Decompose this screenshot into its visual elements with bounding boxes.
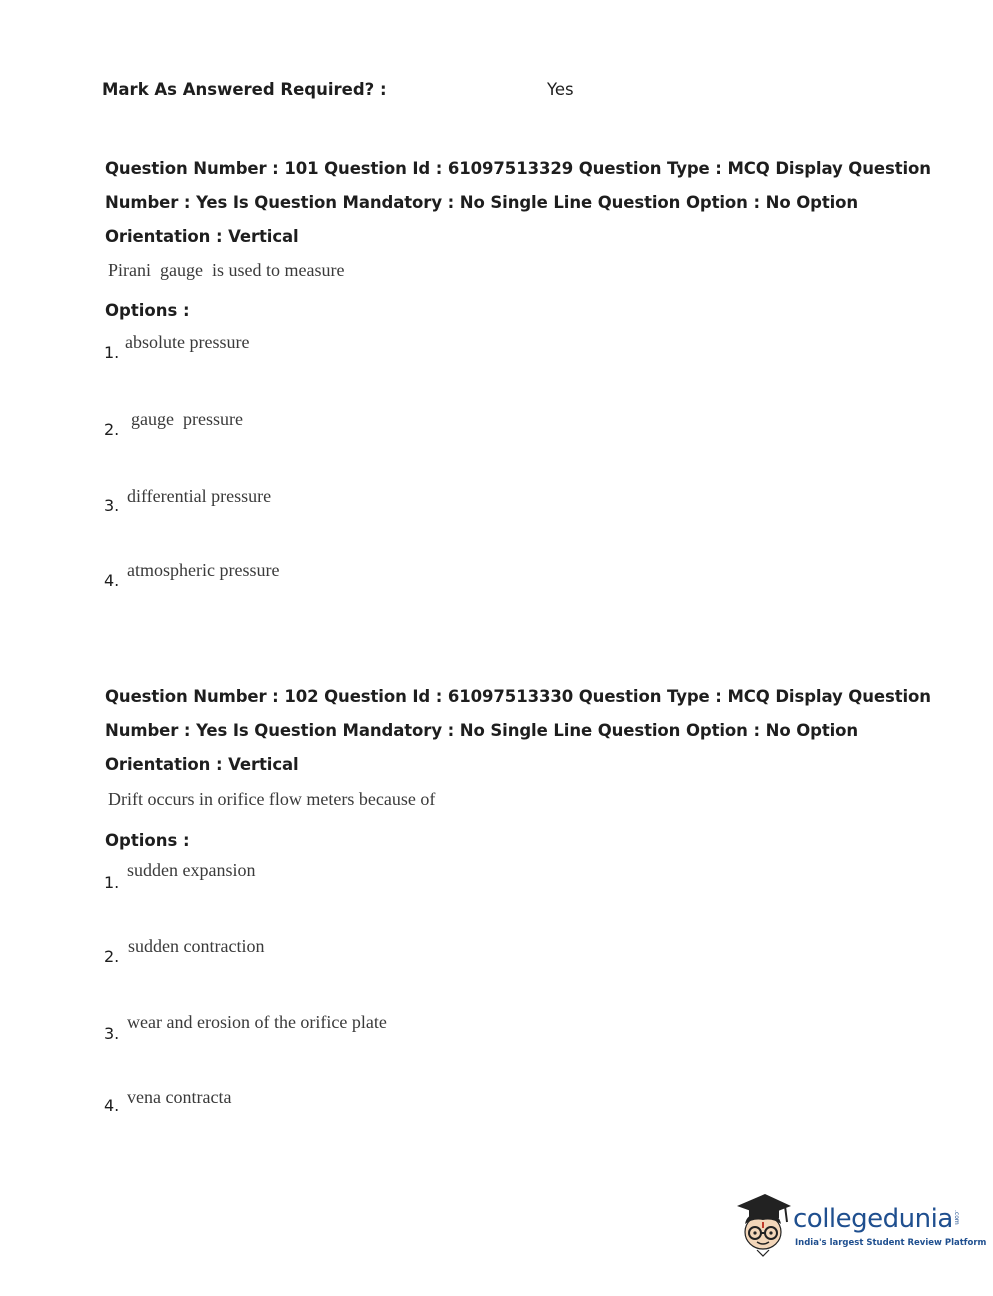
logo-tagline: India's largest Student Review Platform (795, 1238, 987, 1248)
mark-answered-label: Mark As Answered Required? : (102, 80, 387, 99)
option-number: 4. (104, 571, 120, 590)
question-meta-line: Number : Yes Is Question Mandatory : No Single Line Question Option : No Option (105, 193, 859, 212)
question-meta-line: Question Number : 101 Question Id : 61097513329 Question Type : MCQ Display Question (105, 159, 931, 178)
option-text: wear and erosion of the orifice plate (127, 1012, 387, 1032)
question-meta-line: Orientation : Vertical (105, 227, 299, 246)
option-number: 3. (104, 1024, 120, 1043)
collegedunia-logo (733, 1188, 987, 1260)
question-text: Drift occurs in orifice flow meters because of (108, 789, 436, 809)
question-text: Pirani gauge is used to measure (108, 260, 345, 280)
option-text: sudden contraction (128, 936, 265, 956)
option-number: 4. (104, 1096, 120, 1115)
option-text: vena contracta (127, 1087, 232, 1107)
option-text: absolute pressure (125, 332, 250, 352)
question-meta-line: Question Number : 102 Question Id : 61097513330 Question Type : MCQ Display Question (105, 687, 931, 706)
option-number: 3. (104, 496, 120, 515)
option-text: atmospheric pressure (127, 560, 280, 580)
logo-wordmark: collegedunia (793, 1204, 953, 1234)
mark-answered-value: Yes (547, 80, 574, 99)
question-meta-line: Orientation : Vertical (105, 755, 299, 774)
option-number: 2. (104, 947, 120, 966)
option-number: 1. (104, 873, 120, 892)
options-label: Options : (105, 301, 190, 320)
options-label: Options : (105, 831, 190, 850)
logo-com: .com (953, 1210, 960, 1225)
option-text: gauge pressure (131, 409, 243, 429)
mascot-graduation-cap-icon (733, 1188, 793, 1258)
option-text: sudden expansion (127, 860, 256, 880)
option-number: 2. (104, 420, 120, 439)
option-text: differential pressure (127, 486, 272, 506)
option-number: 1. (104, 343, 120, 362)
question-meta-line: Number : Yes Is Question Mandatory : No Single Line Question Option : No Option (105, 721, 859, 740)
